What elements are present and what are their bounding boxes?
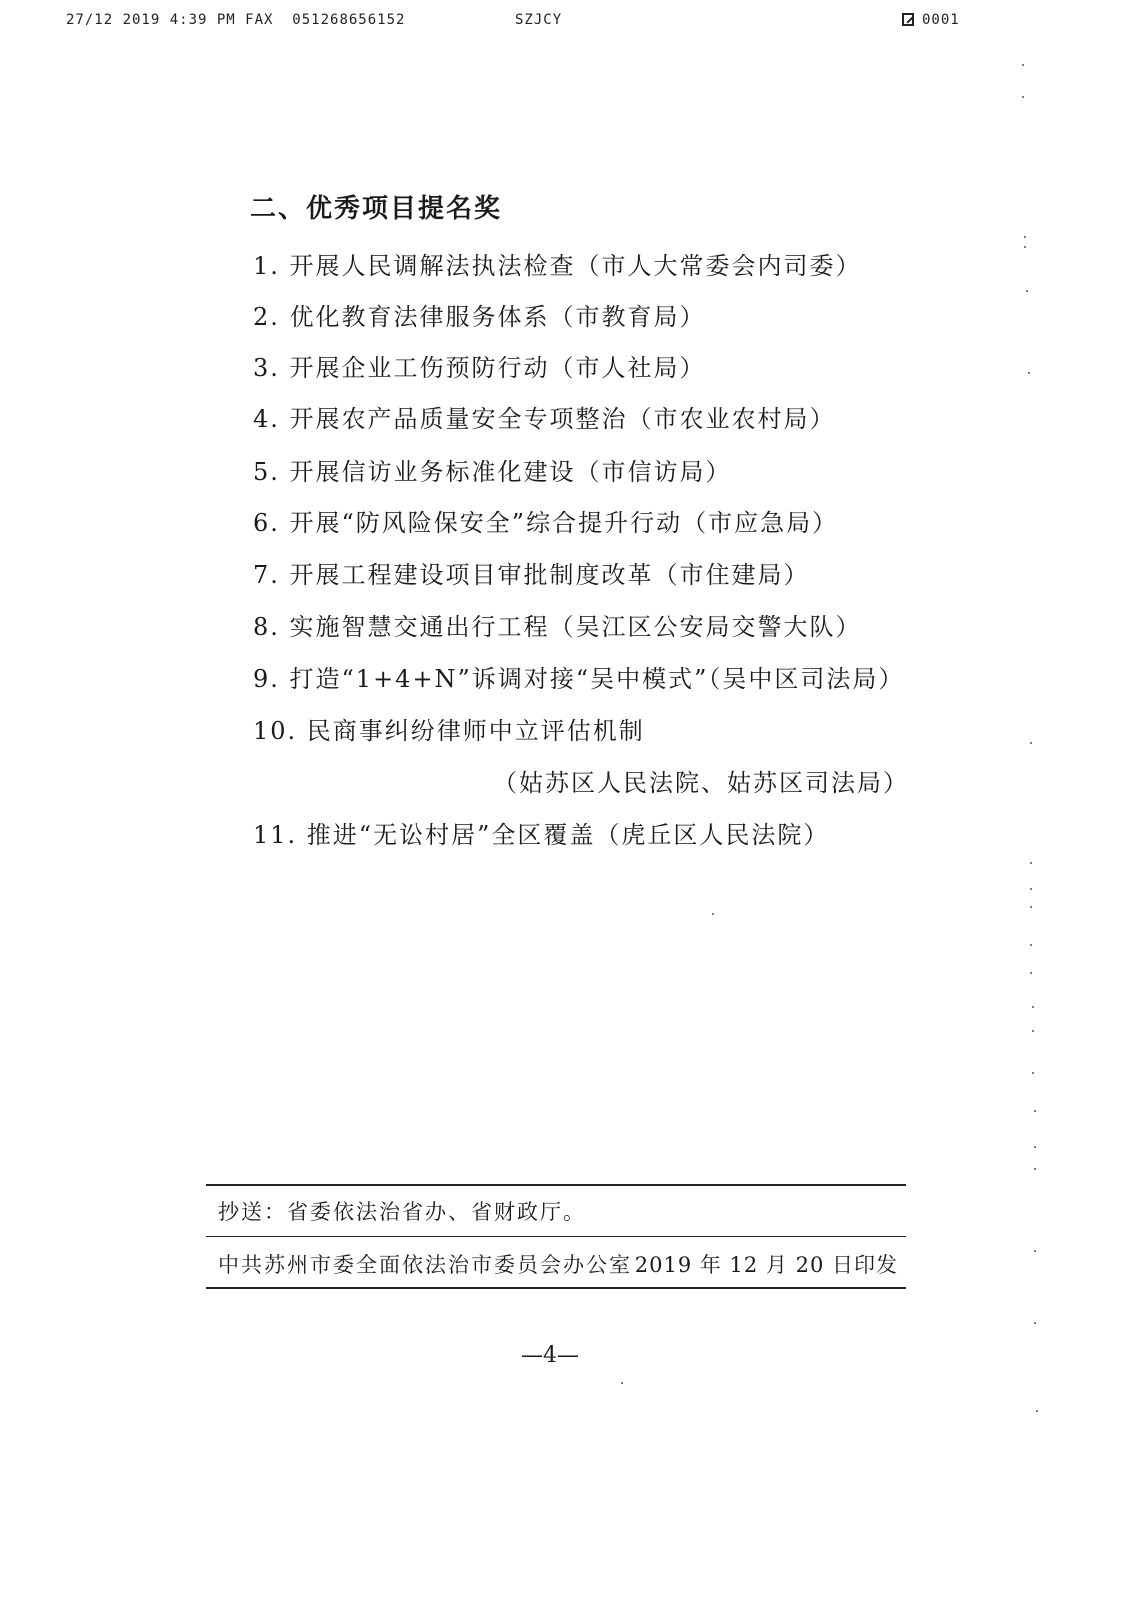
fax-page-number: 0001 [922, 12, 960, 28]
footer-middle-rule [206, 1236, 906, 1237]
issuer: 中共苏州市委全面依法治市委员会办公室 [218, 1253, 632, 1277]
list-item-9: 9. 打造“1+4+N”诉调对接“吴中模式”（吴中区司法局） [253, 665, 905, 693]
list-item-4: 4. 开展农产品质量安全专项整治（市农业农村局） [253, 405, 836, 433]
fax-number: 051268656152 [292, 12, 406, 28]
list-item-2: 2. 优化教育法律服务体系（市教育局） [253, 303, 706, 331]
section-title: 二、优秀项目提名奖 [250, 194, 503, 224]
list-item-3: 3. 开展企业工伤预防行动（市人社局） [253, 354, 706, 382]
fax-sender: SZJCY [515, 12, 563, 28]
list-item-10-continuation: （姑苏区人民法院、姑苏区司法局） [493, 769, 909, 797]
footer-bottom-rule [206, 1287, 906, 1289]
list-item-5: 5. 开展信访业务标准化建设（市信访局） [253, 458, 732, 486]
list-item-10: 10. 民商事纠纷律师中立评估机制 [253, 717, 645, 745]
list-item-11: 11. 推进“无讼村居”全区覆盖（虎丘区人民法院） [253, 821, 830, 849]
fax-datetime-text: 27/12 2019 4:39 PM FAX [66, 12, 274, 28]
cc-line: 抄送：省委依法治省办、省财政厅。 [218, 1200, 586, 1224]
print-date: 2019 年 12 月 20 日印发 [634, 1253, 898, 1277]
fax-page-indicator [902, 12, 960, 28]
page-number: —4— [521, 1343, 579, 1368]
fax-datetime [66, 12, 405, 28]
list-item-1: 1. 开展人民调解法执法检查（市人大常委会内司委） [253, 252, 862, 280]
list-item-8: 8. 实施智慧交通出行工程（吴江区公安局交警大队） [253, 613, 862, 641]
list-item-7: 7. 开展工程建设项目审批制度改革（市住建局） [253, 561, 810, 589]
fax-header [0, 12, 1126, 32]
fax-page-checkbox-icon [902, 13, 914, 26]
footer-top-rule [206, 1184, 906, 1186]
list-item-6: 6. 开展“防风险保安全”综合提升行动（市应急局） [253, 509, 839, 537]
